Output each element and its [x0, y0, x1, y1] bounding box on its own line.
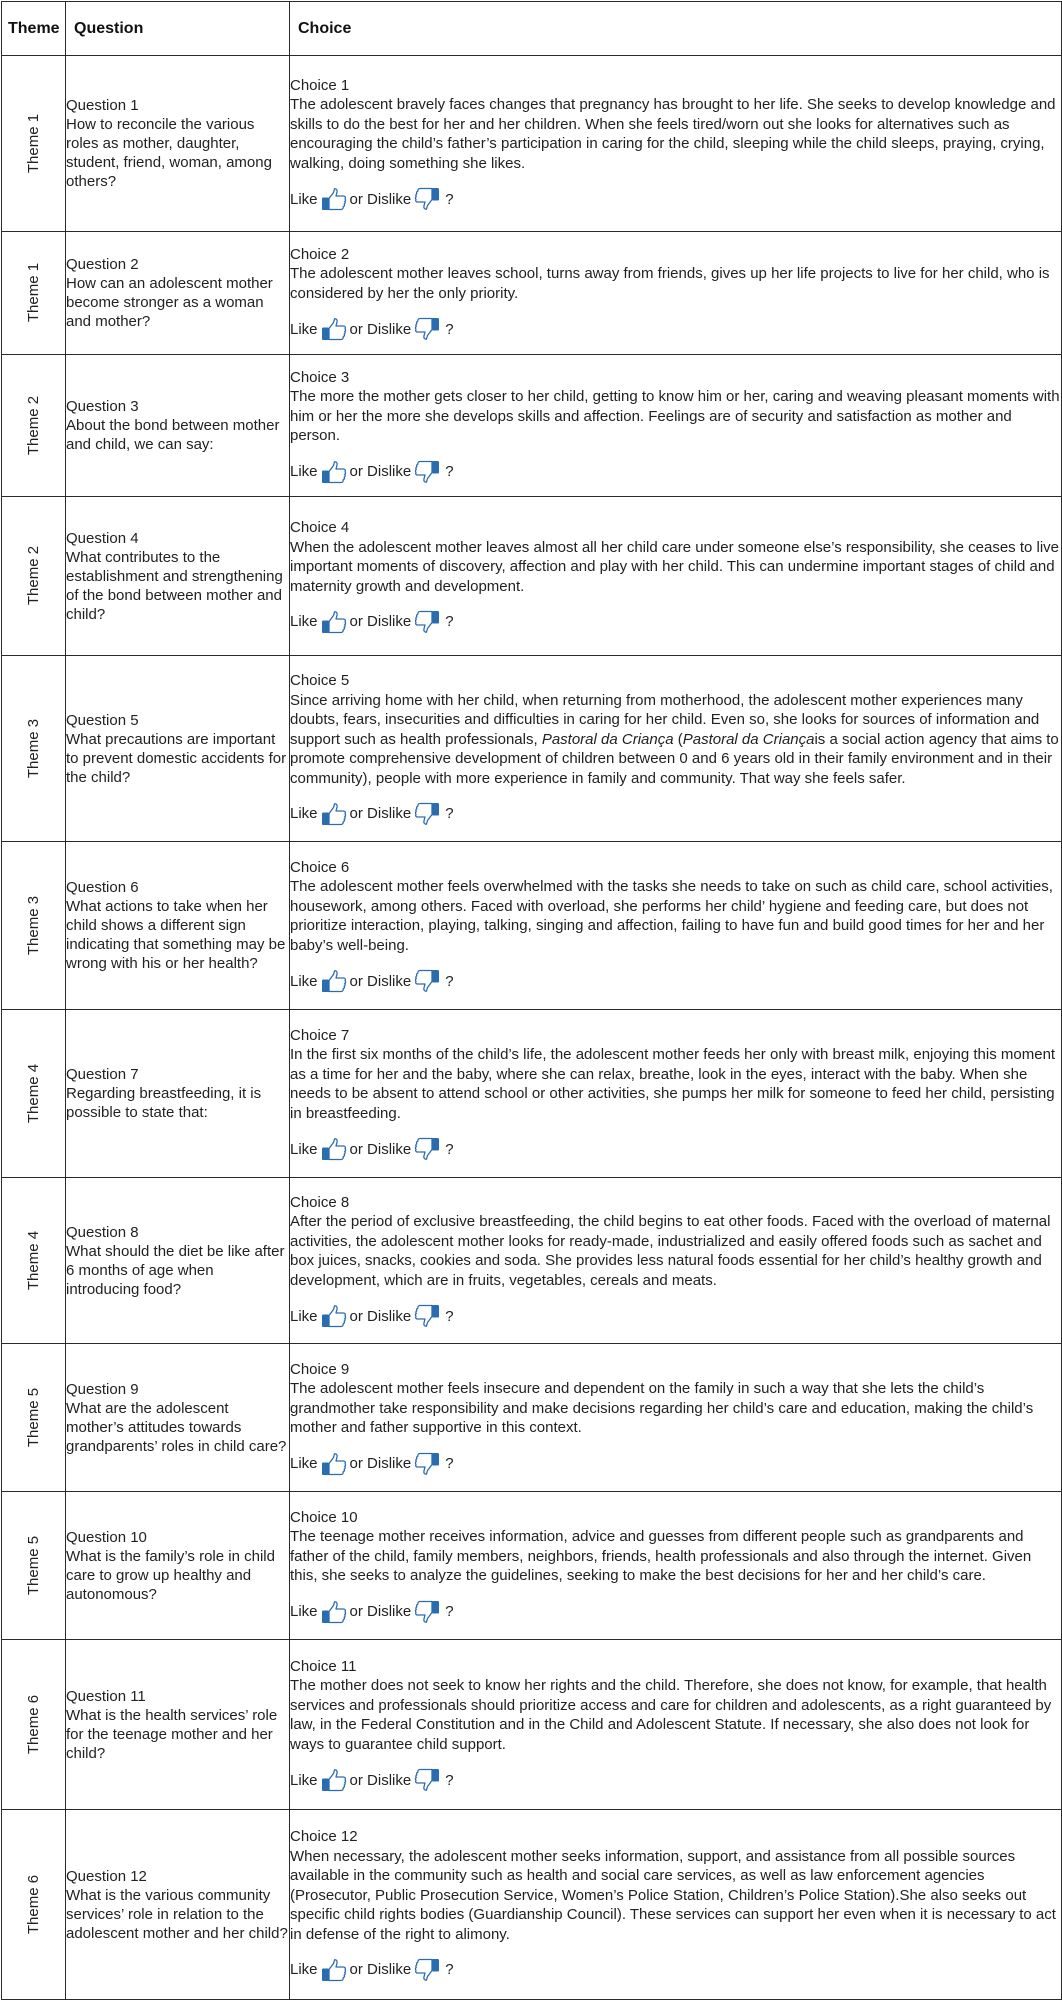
theme-cell [2, 1640, 66, 1810]
choice-text: The adolescent mother leaves school, turns away from friends, gives up her life projects to live for her child, who is considered by her the only priority. [290, 265, 1050, 302]
thumbs-down-icon[interactable] [414, 1452, 440, 1476]
question-cell [66, 656, 290, 842]
theme-label: Theme 2 [24, 395, 42, 455]
theme-label: Theme 1 [24, 262, 42, 323]
question-number: Question 1 [66, 97, 139, 114]
choice-number: Choice 11 [290, 1657, 357, 1675]
table-row [2, 56, 1062, 232]
question-cell [66, 842, 290, 1010]
thumbs-down-icon[interactable] [414, 187, 440, 211]
like-label: Like [290, 1602, 318, 1620]
thumbs-down-icon[interactable] [414, 802, 440, 826]
or-dislike-label: or Dislike [349, 1602, 412, 1620]
question-number: Question 8 [66, 1223, 139, 1241]
or-dislike-label: or Dislike [349, 805, 412, 823]
thumbs-down-icon[interactable] [414, 610, 440, 634]
choice-cell [290, 1810, 1062, 2000]
choice-cell [290, 497, 1062, 656]
question-text: How to reconcile the various roles as mother, daughter, student, friend, woman, among others? [66, 116, 272, 190]
thumbs-up-icon[interactable] [321, 1304, 347, 1328]
question-number: Question 5 [66, 711, 139, 729]
question-number: Question 4 [66, 529, 139, 547]
or-dislike-label: or Dislike [349, 1454, 412, 1472]
thumbs-down-icon[interactable] [414, 1768, 440, 1792]
question-cell [66, 497, 290, 656]
theme-cell [2, 1344, 66, 1492]
choice-number: Choice 3 [290, 368, 350, 386]
theme-label: Theme 4 [24, 1230, 42, 1290]
question-mark: ? [445, 320, 454, 338]
choice-text: In the first six months of the child’s life, the adolescent mother feeds her only with breast milk, enjoying this moment as a time for her and the baby, where she can relax, breathe, look in the eyes, interact with the baby. When she needs to be absent to attend school or other activities, she pumps her milk for someone to feed her child, persisting in breastfeeding. [290, 1046, 1056, 1122]
theme-label: Theme 6 [24, 1874, 42, 1934]
like-label: Like [290, 613, 318, 631]
thumbs-up-icon[interactable] [321, 317, 347, 341]
question-number: Question 11 [66, 1687, 146, 1705]
or-dislike-label: or Dislike [349, 1961, 412, 1979]
like-dislike-prompt [290, 1600, 1061, 1624]
question-number: Question 2 [66, 256, 139, 273]
theme-label: Theme 3 [24, 895, 42, 955]
thumbs-down-icon[interactable] [414, 1304, 440, 1328]
question-cell [66, 232, 290, 355]
like-label: Like [290, 1454, 318, 1472]
thumbs-down-icon[interactable] [414, 460, 440, 484]
question-mark: ? [445, 1771, 454, 1789]
question-mark: ? [445, 462, 454, 480]
or-dislike-label: or Dislike [349, 1771, 412, 1789]
choice-text: When necessary, the adolescent mother seeks information, support, and assistance from all possible sources available in the community such as health and social care services, as well as law enforcement agencies (Prosecutor, Public Prosecution Service, Women’s Police Station, Children’s Police Station).She also seeks out specific child rights bodies (Guardianship Council). These services can support her even when it is necessary to act in defense of the right to alimony. [290, 1847, 1056, 1943]
question-text: What actions to take when her child shows a different sign indicating that something may be wrong with his or her health? [66, 898, 286, 972]
question-cell [66, 1810, 290, 2000]
choice-number: Choice 10 [290, 1508, 358, 1526]
choice-number: Choice 2 [290, 245, 350, 263]
thumbs-up-icon[interactable] [321, 1600, 347, 1624]
organization-name: Pastoral da Criança [682, 730, 815, 748]
question-text: What precautions are important to prevent domestic accidents for the child? [66, 730, 287, 786]
choice-cell [290, 355, 1062, 497]
like-label: Like [290, 462, 318, 480]
choice-text-part: is a social action agency that aims to promote comprehensive development of children between 0 and 6 years old in their family environment and in their community), people with more experience in family and community. That way she feels safer. [290, 730, 1059, 787]
choice-text: The mother does not seek to know her rights and the child. Therefore, she does not know, for example, that health services and professionals should prioritize access and care for children and adolescents, as a right guaranteed by law, in the Federal Constitution and in the Child and Adolescent Statute. If necessary, she also does not look for ways to guarantee child support. [290, 1677, 1052, 1753]
table-row [2, 355, 1062, 497]
table-row [2, 497, 1062, 656]
choice-cell [290, 1178, 1062, 1344]
question-cell [66, 1344, 290, 1492]
question-mark: ? [445, 613, 454, 631]
like-dislike-prompt [290, 1768, 1061, 1792]
like-dislike-prompt [290, 1137, 1061, 1161]
theme-cell [2, 842, 66, 1010]
question-cell [66, 1010, 290, 1178]
thumbs-up-icon[interactable] [321, 802, 347, 826]
choice-text: The adolescent mother feels insecure and dependent on the family in such a way that she lets the child’s grandmother take responsibility and make decisions regarding her child’s care and education, making the child’s mother and father supportive in this context. [290, 1380, 1034, 1436]
theme-label: Theme 1 [24, 113, 42, 173]
choice-number: Choice 12 [290, 1828, 358, 1845]
thumbs-up-icon[interactable] [321, 610, 347, 634]
choice-cell [290, 1640, 1062, 1810]
like-dislike-prompt [290, 1452, 1061, 1476]
table-row [2, 656, 1062, 842]
table-row [2, 1810, 1062, 2000]
like-dislike-prompt [290, 460, 1061, 484]
choice-number: Choice 7 [290, 1026, 350, 1044]
question-text: What is the various community services’ role in relation to the adolescent mother and her child? [66, 1886, 288, 1942]
like-label: Like [290, 805, 318, 823]
thumbs-up-icon[interactable] [321, 460, 347, 484]
choice-text: The adolescent mother feels overwhelmed with the tasks she needs to take on such as child care, school activities, housework, among others. Faced with overload, she performs her child’ hygiene and feeding care, but does not prioritize interaction, playing, talking, singing and affection, failing to have fun and build good times for her and her baby’s well-being. [290, 878, 1053, 954]
theme-cell [2, 1010, 66, 1178]
question-text: What is the family’s role in child care to grow up healthy and autonomous? [66, 1547, 275, 1603]
choice-cell [290, 1010, 1062, 1178]
thumbs-down-icon[interactable] [414, 1600, 440, 1624]
thumbs-down-icon[interactable] [414, 1958, 440, 1982]
choice-text: The teenage mother receives information, advice and guesses from different people such as grandparents and father of the child, family members, neighbors, friends, health professionals and also through the internet. Given this, she seeks to analyze the guidelines, seeking to make the best decisions for her and her child’s care. [290, 1528, 1032, 1584]
choice-number: Choice 9 [290, 1360, 350, 1378]
theme-label: Theme 5 [24, 1535, 42, 1595]
question-mark: ? [445, 1602, 454, 1620]
choice-text: The more the mother gets closer to her child, getting to know him or her, caring and weaving pleasant moments with him or her the more she develops skills and affection. Feelings are of security and satisfaction as mother and person. [290, 388, 1060, 444]
theme-cell [2, 1178, 66, 1344]
choice-cell [290, 1344, 1062, 1492]
like-dislike-prompt [290, 317, 1061, 341]
table-row [2, 232, 1062, 355]
question-number: Question 3 [66, 398, 139, 415]
question-number: Question 7 [66, 1066, 139, 1083]
like-label: Like [290, 1771, 318, 1789]
theme-cell [2, 355, 66, 497]
choice-cell [290, 232, 1062, 355]
question-text: About the bond between mother and child, we can say: [66, 417, 280, 453]
choice-text-part: ( [673, 730, 683, 748]
question-mark: ? [445, 190, 454, 208]
question-number: Question 12 [66, 1867, 147, 1885]
question-number: Question 9 [66, 1380, 139, 1398]
header-question: Question [66, 2, 290, 56]
question-mark: ? [445, 972, 454, 990]
choice-text: When the adolescent mother leaves almost all her child care under someone else’s responsibility, she ceases to live important moments of discovery, affection and play with her child. This can undermine important stages of child and maternity growth and development. [290, 538, 1060, 595]
question-number: Question 6 [66, 879, 139, 896]
or-dislike-label: or Dislike [349, 320, 412, 338]
or-dislike-label: or Dislike [349, 190, 412, 208]
questionnaire-table [1, 1, 1062, 2000]
theme-label: Theme 6 [24, 1694, 42, 1754]
question-mark: ? [445, 805, 454, 823]
table-row [2, 1492, 1062, 1640]
like-dislike-prompt [290, 1958, 1061, 1982]
like-dislike-prompt [290, 610, 1061, 634]
or-dislike-label: or Dislike [349, 972, 412, 990]
or-dislike-label: or Dislike [349, 613, 412, 631]
or-dislike-label: or Dislike [349, 462, 412, 480]
or-dislike-label: or Dislike [349, 1307, 412, 1325]
theme-label: Theme 2 [24, 545, 42, 606]
question-cell [66, 56, 290, 232]
choice-cell [290, 842, 1062, 1010]
like-dislike-prompt [290, 187, 1061, 211]
choice-number: Choice 5 [290, 672, 350, 689]
thumbs-up-icon[interactable] [321, 1137, 347, 1161]
like-dislike-prompt [290, 969, 1061, 993]
or-dislike-label: or Dislike [349, 1140, 412, 1158]
table-row [2, 1344, 1062, 1492]
choice-number: Choice 8 [290, 1193, 350, 1211]
choice-cell [290, 56, 1062, 232]
question-text: How can an adolescent mother become stronger as a woman and mother? [66, 275, 273, 330]
table-header-row [2, 2, 1062, 56]
question-cell [66, 1492, 290, 1640]
choice-number: Choice 1 [290, 76, 350, 94]
thumbs-up-icon[interactable] [321, 1768, 347, 1792]
choice-text [290, 691, 1061, 789]
theme-cell [2, 56, 66, 232]
question-text: What are the adolescent mother’s attitudes towards grandparents’ roles in child care? [66, 1399, 287, 1455]
like-label: Like [290, 1307, 318, 1325]
thumbs-down-icon[interactable] [414, 969, 440, 993]
table-row [2, 1640, 1062, 1810]
thumbs-down-icon[interactable] [414, 1137, 440, 1161]
choice-cell [290, 656, 1062, 842]
thumbs-up-icon[interactable] [321, 1452, 347, 1476]
question-cell [66, 1178, 290, 1344]
thumbs-up-icon[interactable] [321, 187, 347, 211]
theme-cell [2, 1810, 66, 2000]
choice-number: Choice 4 [290, 519, 350, 536]
header-theme: Theme [2, 2, 66, 56]
like-label: Like [290, 190, 318, 208]
organization-name: Pastoral da Criança [541, 730, 674, 748]
table-row [2, 1178, 1062, 1344]
question-mark: ? [445, 1454, 454, 1472]
question-cell [66, 355, 290, 497]
choice-text: The adolescent bravely faces changes that pregnancy has brought to her life. She seeks to develop knowledge and skills to do the best for her and her children. When she feels tired/worn out she looks for alternatives such as encouraging the child’s father’s participation in caring for the child, sleeping while the child sleeps, praying, crying, walking, doing something she likes. [290, 96, 1056, 172]
like-dislike-prompt [290, 802, 1061, 826]
choice-number: Choice 6 [290, 858, 350, 876]
like-dislike-prompt [290, 1304, 1061, 1328]
like-label: Like [290, 320, 318, 338]
thumbs-up-icon[interactable] [321, 969, 347, 993]
choice-cell [290, 1492, 1062, 1640]
question-text: What is the health services’ role for the teenage mother and her child? [66, 1706, 278, 1762]
table-row [2, 842, 1062, 1010]
like-label: Like [290, 1961, 318, 1979]
question-cell [66, 1640, 290, 1810]
theme-cell [2, 1492, 66, 1640]
question-text: What contributes to the establishment and strengthening of the bond between mother and child? [66, 548, 283, 623]
like-label: Like [290, 972, 318, 990]
question-mark: ? [445, 1961, 454, 1979]
question-text: Regarding breastfeeding, it is possible to state that: [66, 1085, 262, 1121]
theme-label: Theme 4 [24, 1063, 42, 1123]
theme-label: Theme 5 [24, 1387, 42, 1447]
question-text: What should the diet be like after 6 months of age when introducing food? [66, 1242, 285, 1298]
table-row [2, 1010, 1062, 1178]
thumbs-down-icon[interactable] [414, 317, 440, 341]
theme-label: Theme 3 [24, 718, 42, 778]
question-number: Question 10 [66, 1528, 147, 1546]
question-mark: ? [445, 1307, 454, 1325]
header-choice: Choice [290, 2, 1062, 56]
question-mark: ? [445, 1140, 454, 1158]
theme-cell [2, 656, 66, 842]
theme-cell [2, 232, 66, 355]
like-label: Like [290, 1140, 318, 1158]
choice-text: After the period of exclusive breastfeeding, the child begins to eat other foods. Faced with the overload of maternal activities, the adolescent mother looks for ready-made, industrialized and easily offered foods such as sachet and box juices, snacks, cookies and soda. She provides less natural foods essential for her child’s healthy growth and development, which are in fruits, vegetables, cereals and meats. [290, 1213, 1051, 1289]
thumbs-up-icon[interactable] [321, 1958, 347, 1982]
theme-cell [2, 497, 66, 656]
choice-text-part: Since arriving home with her child, when returning from motherhood, the adolescent mother experiences many doubts, fears, insecurities and difficulties in caring for her child. Even so, she looks for sources of information and support such as health professionals, [290, 691, 1040, 748]
